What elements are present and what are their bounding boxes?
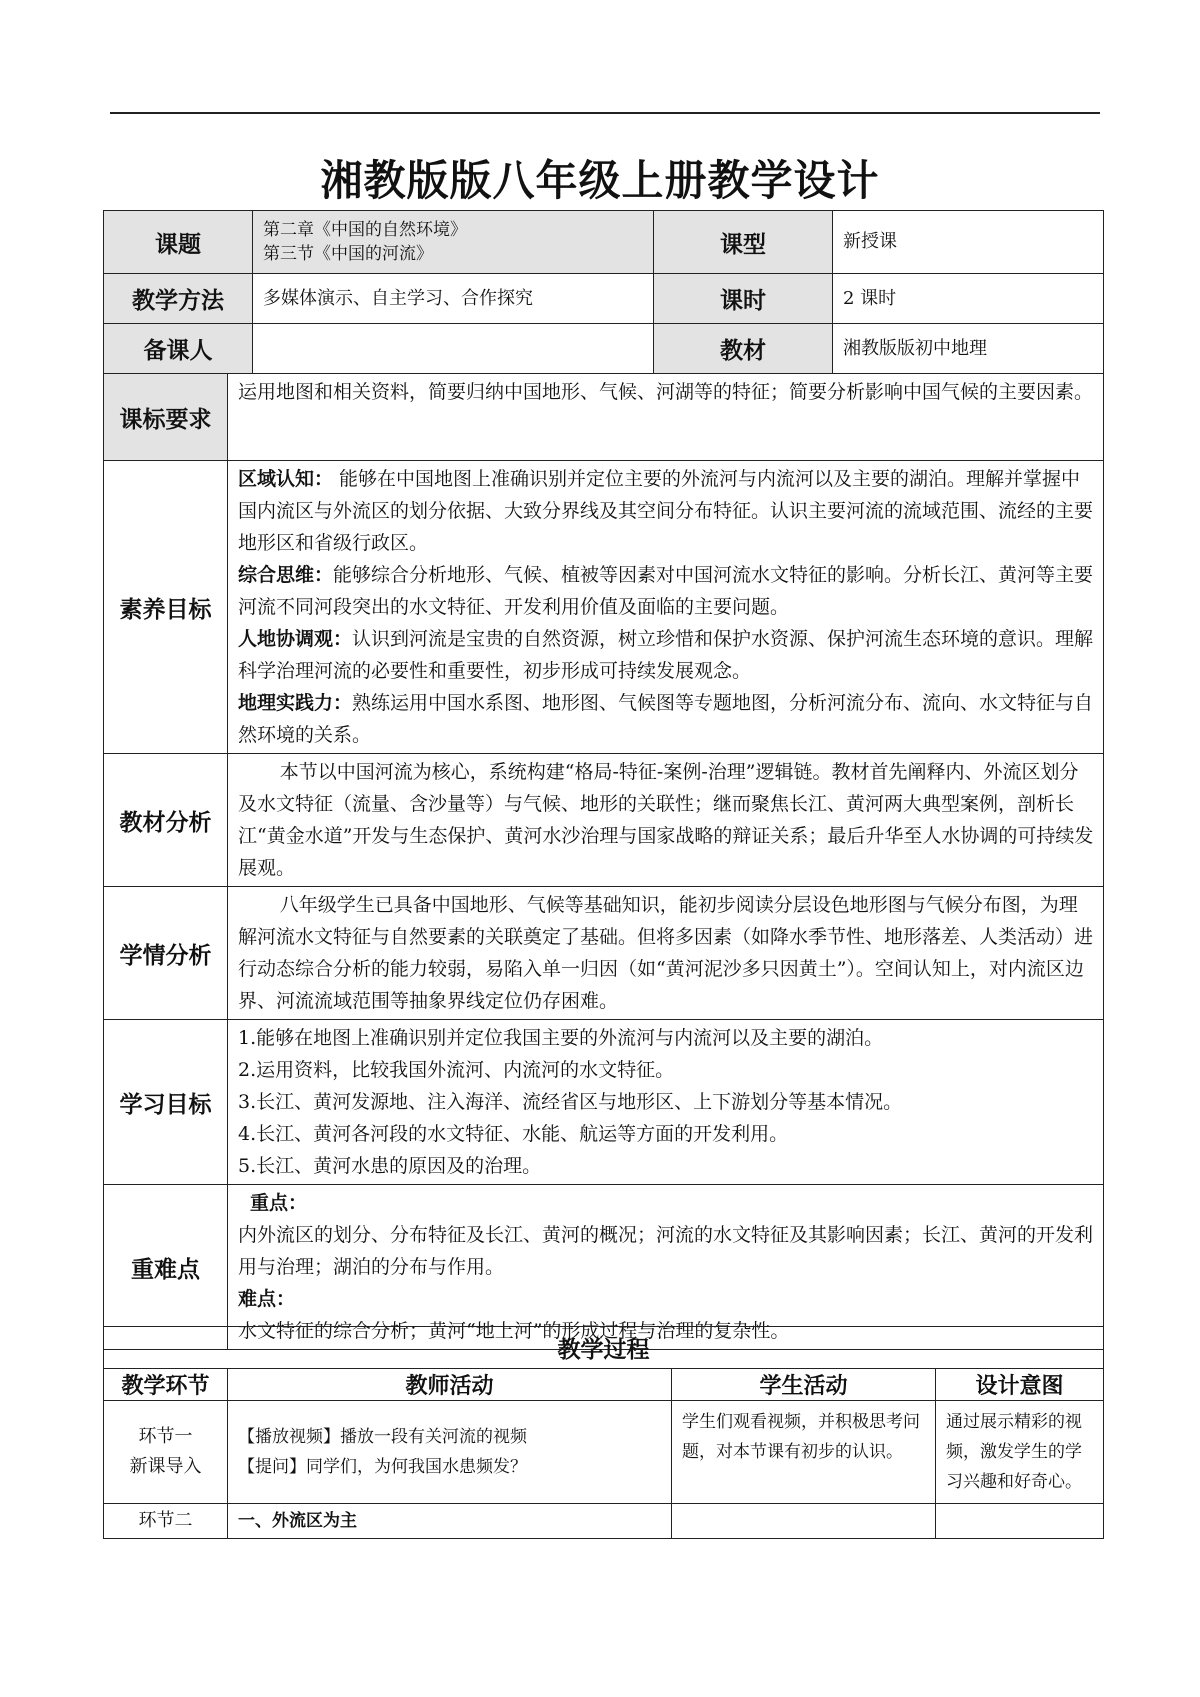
standards-text: 运用地图和相关资料，简要归纳中国地形、气候、河湖等的特征；简要分析影响中国气候的主要因素。	[228, 374, 1104, 461]
method-label: 教学方法	[104, 274, 253, 324]
topic-line-1: 第二章《中国的自然环境》	[263, 220, 467, 240]
keypoints-body	[228, 1185, 1104, 1350]
teacher-activity	[228, 1401, 672, 1504]
stage-number: 环节二	[138, 1510, 193, 1531]
method-value: 多媒体演示、自主学习、合作探究	[253, 274, 654, 324]
objective-item: 3.长江、黄河发源地、注入海洋、流经省区与地形区、上下游划分等基本情况。	[238, 1091, 903, 1113]
student-activity	[672, 1504, 936, 1539]
keypoints-label: 重难点	[104, 1185, 228, 1350]
stage-cell	[104, 1401, 228, 1504]
learners-text: 八年级学生已具备中国地形、气候等基础知识，能初步阅读分层设色地形图与气候分布图，为理解河流水文特征与自然要素的关联奠定了基础。但将多因素（如降水季节性、地形落差、人类活动）进行动态综合分析的能力较弱，易陷入单一归因（如“黄河泥沙多只因黄土”）。空间认知上，对内流区边界、河流流域范围等抽象界线定位仍存困难。	[228, 887, 1104, 1020]
design-table	[103, 373, 1104, 1350]
info-table	[103, 210, 1104, 374]
hours-value: 2 课时	[833, 274, 1104, 324]
key-label: 重点：	[250, 1192, 308, 1214]
table-row	[104, 1401, 1104, 1504]
literacy-key: 地理实践力：	[238, 692, 353, 714]
literacy-key: 综合思维：	[238, 564, 334, 586]
teacher-line: 【播放视频】播放一段有关河流的视频	[238, 1427, 527, 1447]
literacy-text: 能够在中国地图上准确识别并定位主要的外流河与内流河以及主要的湖泊。理解并掌握中国内流区与外流区的划分依据、大致分界线及其空间分布特征。认识主要河流的流域范围、流经的主要地形区和省级行政区。	[238, 468, 1094, 554]
process-table	[103, 1326, 1104, 1539]
textbook-value: 湘教版版初中地理	[833, 324, 1104, 374]
topic-label: 课题	[104, 211, 253, 274]
literacy-body	[228, 461, 1104, 754]
design-intent	[936, 1504, 1104, 1539]
process-col-header: 教师活动	[228, 1369, 672, 1401]
process-title: 教学过程	[104, 1327, 1104, 1369]
header-rule	[110, 112, 1100, 114]
difficult-text: 水文特征的综合分析；黄河“地上河”的形成过程与治理的复杂性。	[238, 1320, 790, 1342]
literacy-text: 能够综合分析地形、气候、植被等因素对中国河流水文特征的影响。分析长江、黄河等主要河流不同河段突出的水文特征、开发利用价值及面临的主要问题。	[238, 564, 1094, 618]
material-text: 本节以中国河流为核心，系统构建“格局-特征-案例-治理”逻辑链。教材首先阐释内、外流区划分及水文特征（流量、含沙量等）与气候、地形的关联性；继而聚焦长江、黄河两大典型案例，剖析长江“黄金水道”开发与生态保护、黄河水沙治理与国家战略的辩证关系；最后升华至人水协调的可持续发展观。	[228, 754, 1104, 887]
literacy-item	[238, 463, 1095, 559]
objective-item: 2.运用资料，比较我国外流河、内流河的水文特征。	[238, 1059, 675, 1081]
literacy-item	[238, 687, 1095, 751]
preparer-label: 备课人	[104, 324, 253, 374]
teacher-line: 【提问】同学们，为何我国水患频发？	[238, 1457, 527, 1477]
process-col-header: 教学环节	[104, 1369, 228, 1401]
literacy-item	[238, 623, 1095, 687]
objective-item: 1.能够在地图上准确识别并定位我国主要的外流河与内流河以及主要的湖泊。	[238, 1027, 884, 1049]
learners-label: 学情分析	[104, 887, 228, 1020]
process-col-header: 设计意图	[936, 1369, 1104, 1401]
stage-name: 新课导入	[129, 1456, 202, 1477]
objectives-body	[228, 1020, 1104, 1185]
process-col-header: 学生活动	[672, 1369, 936, 1401]
objective-item: 5.长江、黄河水患的原因及的治理。	[238, 1155, 542, 1177]
literacy-text: 认识到河流是宝贵的自然资源，树立珍惜和保护水资源、保护河流生态环境的意识。理解科学治理河流的必要性和重要性，初步形成可持续发展观念。	[238, 628, 1094, 682]
difficult-label: 难点：	[238, 1288, 296, 1310]
preparer-value	[253, 324, 654, 374]
teacher-activity: 一、外流区为主	[228, 1504, 672, 1539]
topic-line-2: 第三节《中国的河流》	[263, 244, 433, 264]
topic-value	[253, 211, 654, 274]
literacy-key: 区域认知：	[238, 468, 334, 490]
stage-number: 环节一	[138, 1426, 193, 1447]
objective-item: 4.长江、黄河各河段的水文特征、水能、航运等方面的开发利用。	[238, 1123, 789, 1145]
literacy-text: 熟练运用中国水系图、地形图、气候图等专题地图，分析河流分布、流向、水文特征与自然环境的关系。	[238, 692, 1094, 746]
standards-label: 课标要求	[104, 374, 228, 461]
material-label: 教材分析	[104, 754, 228, 887]
literacy-key: 人地协调观：	[238, 628, 353, 650]
literacy-label: 素养目标	[104, 461, 228, 754]
design-intent: 通过展示精彩的视频，激发学生的学习兴趣和好奇心。	[936, 1401, 1104, 1504]
document-title: 湘教版版八年级上册教学设计	[320, 156, 880, 205]
key-text: 内外流区的划分、分布特征及长江、黄河的概况；河流的水文特征及其影响因素；长江、黄河的开发利用与治理；湖泊的分布与作用。	[238, 1224, 1094, 1278]
type-label: 课型	[654, 211, 833, 274]
type-value: 新授课	[833, 211, 1104, 274]
literacy-item	[238, 559, 1095, 623]
hours-label: 课时	[654, 274, 833, 324]
stage-cell	[104, 1504, 228, 1539]
objectives-label: 学习目标	[104, 1020, 228, 1185]
textbook-label: 教材	[654, 324, 833, 374]
student-activity: 学生们观看视频，并积极思考问题，对本节课有初步的认识。	[672, 1401, 936, 1504]
table-row	[104, 1504, 1104, 1539]
